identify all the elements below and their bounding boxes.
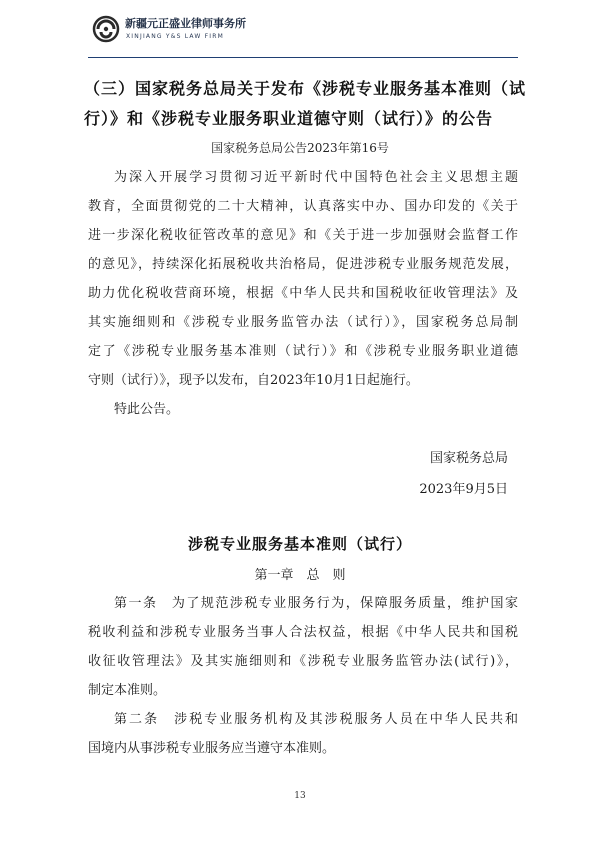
issuer: 国家税务总局 [429, 451, 508, 466]
paragraph-line: 为深入开展学习贯彻习近平新时代中国特色社会主义思想主题 [114, 170, 518, 185]
paragraph-line: 制定本准则。 [88, 683, 167, 698]
paragraph-line: 助力优化税收营商环境，根据《中华人民共和国税收征收管理法》及 [88, 286, 518, 301]
paragraph-line: 定了《涉税专业服务基本准则（试行）》和《涉税专业服务职业道德 [88, 344, 518, 359]
firm-name-en: XINJIANG Y&S LAW FIRM [126, 33, 224, 40]
paragraph-line: 其实施细则和《涉税专业服务监管办法（试行）》，国家税务总局制 [88, 315, 518, 330]
paragraph-line: 教育，全面贯彻党的二十大精神，认真落实中办、国办印发的《关于 [88, 199, 518, 214]
rules-title: 涉税专业服务基本准则（试行） [187, 535, 412, 553]
paragraph-line: 第一条 为了规范涉税专业服务行为，保障服务质量，维护国家 [114, 596, 518, 611]
issue-date: 2023年9月5日 [419, 482, 508, 497]
header-divider [88, 57, 518, 58]
paragraph-line: 守则（试行）》，现予以发布，自2023年10月1日起施行。 [88, 373, 419, 388]
paragraph-line: 进一步深化税收征管改革的意见》和《关于进一步加强财会监督工作 [88, 228, 518, 243]
announcement-number: 国家税务总局公告2023年第16号 [211, 141, 389, 155]
paragraph-line: 税收利益和涉税专业服务当事人合法权益，根据《中华人民共和国税 [88, 625, 518, 640]
firm-logo-icon [92, 15, 120, 43]
paragraph-line: 第二条 涉税专业服务机构及其涉税服务人员在中华人民共和 [114, 712, 518, 727]
firm-name-cn: 新疆元正盛业律师事务所 [125, 17, 246, 30]
closing-line: 特此公告。 [114, 402, 180, 417]
paragraph-line: 国境内从事涉税专业服务应当遵守本准则。 [88, 741, 336, 756]
paragraph-line: 收征收管理法》及其实施细则和《涉税专业服务监管办法(试行)》， [88, 654, 518, 669]
page-number: 13 [294, 791, 306, 801]
firm-header [92, 12, 292, 48]
doc-title-line-2: 行）》和《涉税专业服务职业道德守则（试行）》的公告 [84, 109, 494, 128]
doc-title-line-1: （三）国家税务总局关于发布《涉税专业服务基本准则（试 [84, 79, 527, 98]
chapter-heading: 第一章 总 则 [254, 568, 346, 583]
paragraph-line: 的意见》，持续深化拓展税收共治格局，促进涉税专业服务规范发展， [88, 257, 518, 272]
